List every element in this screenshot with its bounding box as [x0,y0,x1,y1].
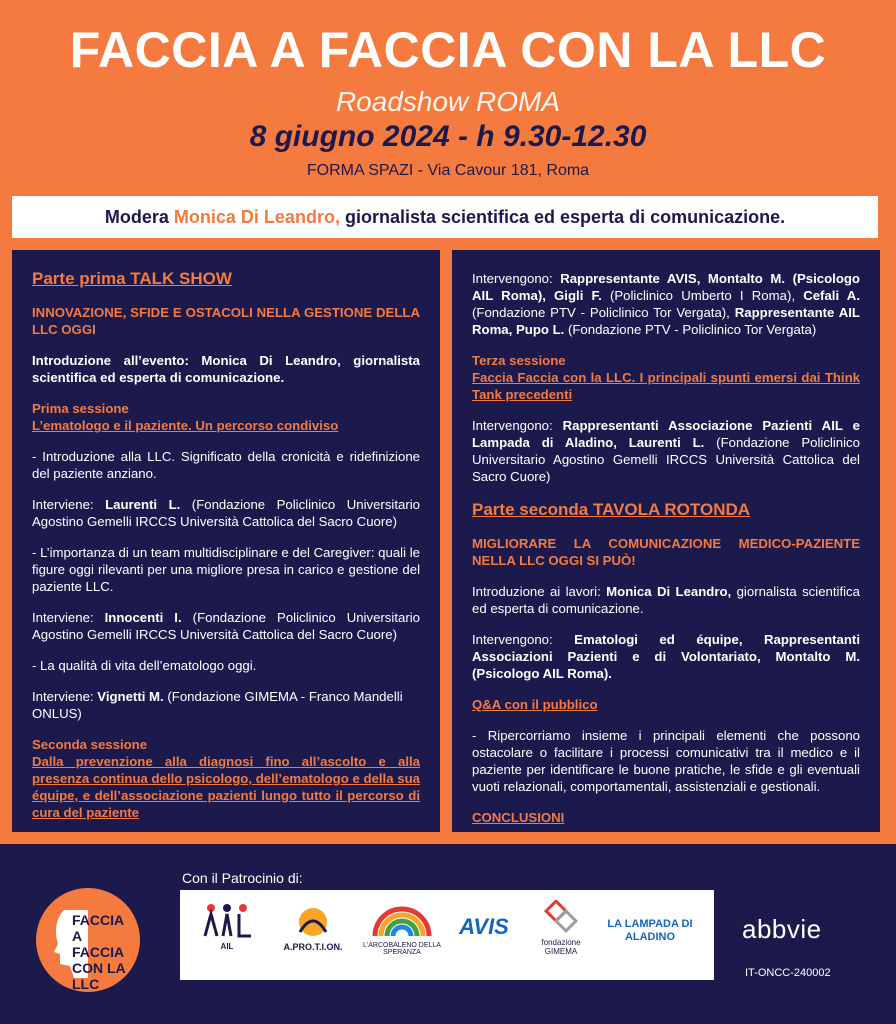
avis-logo: AVIS [459,914,509,939]
part2-speakers: Intervengono: Ematologi ed équipe, Rappresentanti Associazioni Pazienti e di Volontariato, Montalto M. (Psicologo AIL Roma). [472,632,860,681]
qa-text: - Ripercorriamo insieme i principali elementi che possono ostacolare o facilitare i processi comunicativi tra il medico e il paziente per identificare le buone pratiche, le sfide e gli eventuali vuoti relazionali, comportamentali, assistenziali e gestionali. [472,728,860,794]
moderator-prefix: Modera [104,207,169,227]
session1-p4: Interviene: Innocenti I. (Fondazione Policlinico Universitario Agostino Gemelli IRCCS Università Cattolica del Sacro Cuore) [32,610,420,642]
part2-title: Parte seconda TAVOLA ROTONDA [472,500,751,519]
session3 [472,352,860,403]
event-title: FACCIA A FACCIA CON LA LLC [69,22,827,78]
session1-p1: - Introduzione alla LLC. Significato della cronicità e ridefinizione del paziente anziano. [32,449,420,481]
session1-label: Prima sessione [32,401,129,416]
patron-logos [180,890,714,980]
patrocinio-label: Con il Patrocinio di: [182,870,303,886]
session3-label: Terza sessione [472,353,566,368]
program-right-column [452,250,880,832]
moderator-suffix: giornalista scientifica ed esperta di comunicazione. [344,207,786,227]
session2-speakers: Intervengono: Rappresentante AVIS, Montalto M. (Psicologo AIL Roma), Gigli F. (Policlinico Umberto I Roma), Cefali A. (Fondazione PTV - Policlinico Tor Vergata), Rappresentante AIL Roma, Pupo L. (Fondazione PTV - Policlinico Tor Vergata) [472,271,860,337]
moderator-banner [12,196,878,238]
gimema-icon [541,900,581,936]
header [0,0,896,190]
session2-title: Dalla prevenzione alla diagnosi fino all’ascolto e alla presenza continua dello psicologo, dell’ematologo e della sua équipe, e dell’associazione pazienti lungo tutto il percorso di cura del paziente [32,754,420,820]
lampada-logo: LA LAMPADA DI ALADINO [607,918,693,943]
abbvie-logo: abbvie [742,914,822,944]
session3-speakers: Intervengono: Rappresentanti Associazione Pazienti AIL e Lampada di Aladino, Laurenti L. (Fondazione Policlinico Universitario Agostino Gemelli IRCCS Università Cattolica del Sacro Cuore) [472,418,860,484]
part1-title: Parte prima TALK SHOW [32,269,232,288]
part2-section-head: MIGLIORARE LA COMUNICAZIONE MEDICO-PAZIENTE NELLA LLC OGGI SI PUÒ! [472,536,860,568]
session2-label: Seconda sessione [32,737,148,752]
session1-p5: - La qualità di vita dell’ematologo oggi. [32,658,257,673]
badge-text: FACCIA A FACCIA CON LA LLC [72,912,126,992]
part2-intro: Introduzione ai lavori: Monica Di Leandro, giornalista scientifica ed esperta di comunicazione. [472,584,860,616]
ail-icon [197,900,257,940]
gimema-logo: fondazione GIMEMA [530,900,592,970]
session1-p3: - L’importanza di un team multidisciplinare e del Caregiver: quali le figure oggi rilevanti per una migliore presa in carico e gestione del paziente LLC. [32,545,420,594]
intro-text: Introduzione all’evento: Monica Di Leandro, giornalista scientifica ed esperta di comunicazione. [32,353,420,385]
part1-section-head: INNOVAZIONE, SFIDE E OSTACOLI NELLA GESTIONE DELLA LLC OGGI [32,305,420,337]
document-code: IT-ONCC-240002 [745,967,831,979]
session1 [32,400,420,434]
moderator-name: Monica Di Leandro, [173,207,340,227]
session1-p2: Interviene: Laurenti L. (Fondazione Policlinico Universitario Agostino Gemelli IRCCS Università Cattolica del Sacro Cuore) [32,497,420,529]
session1-p6: Interviene: Vignetti M. (Fondazione GIMEMA - Franco Mandelli ONLUS) [32,689,403,721]
aprotion-logo: A.PRO.T.I.ON. [276,900,350,970]
footer [0,844,896,1024]
ail-logo: AIL [192,900,262,970]
event-badge-logo [36,888,140,992]
session1-title: L’ematologo e il paziente. Un percorso condiviso [32,418,339,433]
conclusions: CONCLUSIONI [472,810,565,825]
aprotion-icon [288,900,338,940]
event-venue: FORMA SPAZI - Via Cavour 181, Roma [306,162,590,179]
qa-title: Q&A con il pubblico [472,697,598,712]
event-subtitle: Roadshow ROMA [335,86,561,117]
arcobaleno-logo: L'ARCOBALENO DELLA SPERANZA [362,900,442,970]
program-left-column [12,250,440,832]
session3-title: Faccia Faccia con la LLC. I principali spunti emersi dai Think Tank precedenti [472,370,860,402]
rainbow-icon [367,900,437,940]
session2 [32,736,420,821]
event-date: 8 giugno 2024 - h 9.30-12.30 [249,120,647,153]
